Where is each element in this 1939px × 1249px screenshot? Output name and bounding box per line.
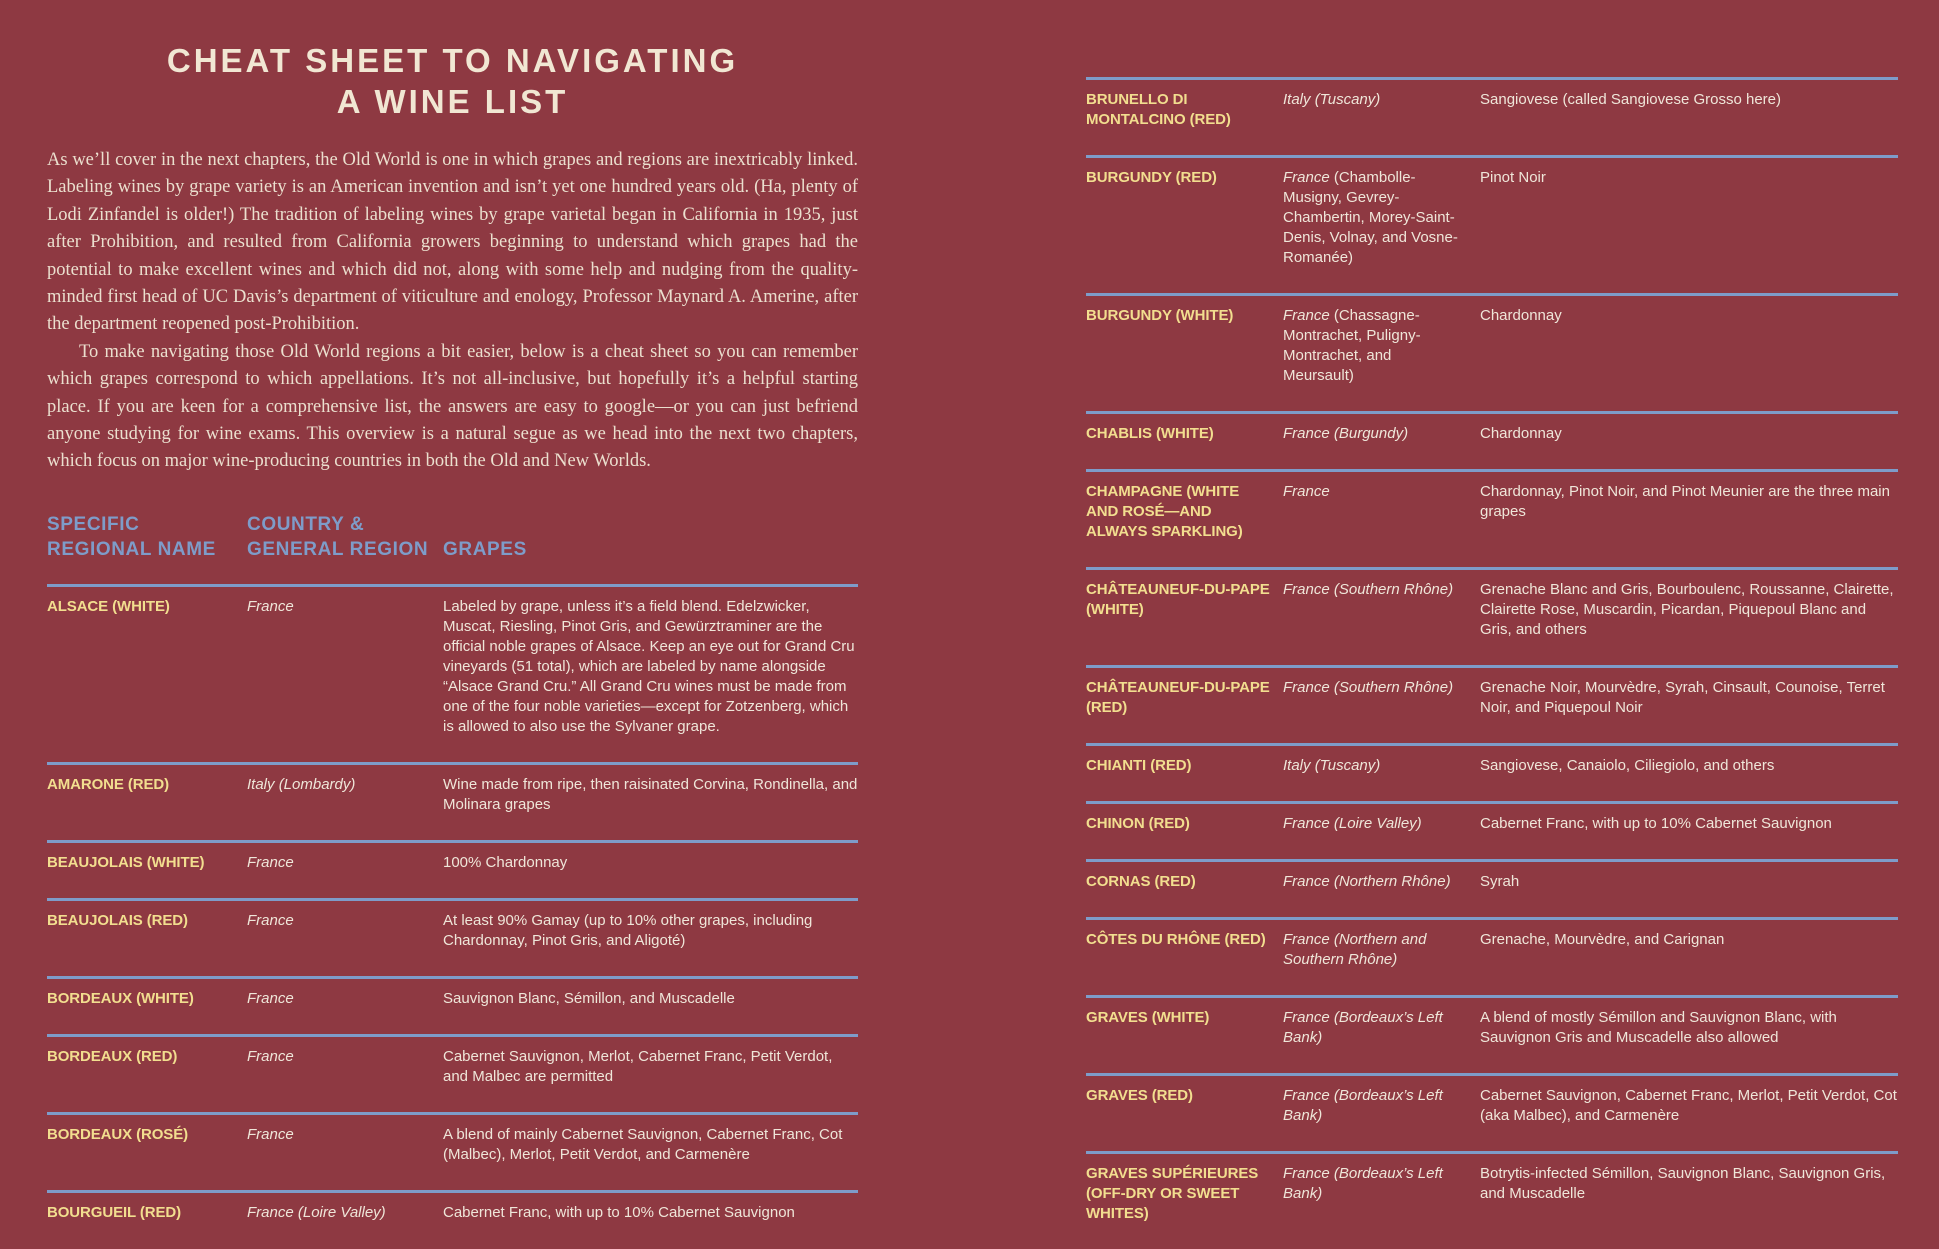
- row-region-country: France: [247, 1203, 294, 1221]
- row-grapes: 100% Chardonnay: [443, 853, 568, 871]
- page-title-line1: CHEAT SHEET TO NAVIGATING: [166, 42, 739, 79]
- row-region-country: Italy: [247, 775, 275, 793]
- row-grapes: Chardonnay: [1480, 425, 1562, 442]
- row-region: [1283, 756, 1480, 776]
- row-grapes: Sangiovese (called Sangiovese Grosso here): [1480, 91, 1782, 108]
- row-wine-name: BORDEAUX (WHITE): [47, 989, 194, 1007]
- row-region-detail: (Loire Valley): [297, 1203, 386, 1221]
- row-region-detail: (Bordeaux’s Left Bank): [1283, 1165, 1443, 1202]
- table-row: [47, 584, 858, 762]
- table-row: [1086, 743, 1898, 801]
- row-region-country: France: [1283, 425, 1330, 442]
- table-row: [1086, 859, 1898, 917]
- table-row: [1086, 77, 1898, 155]
- row-region: [247, 911, 443, 951]
- row-region: [247, 597, 443, 737]
- page-title-line2: A WINE LIST: [336, 83, 569, 120]
- row-grapes: Wine made from ripe, then raisinated Corvina, Rondinella, and Molinara grapes: [443, 775, 858, 813]
- row-region-country: France: [1283, 679, 1330, 696]
- row-grapes: A blend of mostly Sémillon and Sauvignon Blanc, with Sauvignon Gris and Muscadelle also allowed: [1480, 1009, 1837, 1046]
- header-country-general-region: COUNTRY & GENERAL REGION: [247, 513, 429, 560]
- table-row: [1086, 469, 1898, 567]
- row-wine-name: CHÂTEAUNEUF-DU-PAPE (RED): [1086, 679, 1270, 716]
- row-region-country: Italy: [1283, 757, 1311, 774]
- row-region-country: France: [1283, 307, 1330, 324]
- row-grapes: Grenache Noir, Mourvèdre, Syrah, Cinsault, Counoise, Terret Noir, and Piquepoul Noir: [1480, 679, 1885, 716]
- left-page: [47, 40, 858, 1248]
- row-region-country: France: [247, 989, 294, 1007]
- row-region: [247, 1047, 443, 1087]
- row-grapes: Botrytis-infected Sémillon, Sauvignon Blanc, Sauvignon Gris, and Muscadelle: [1480, 1165, 1886, 1202]
- right-page: [1086, 55, 1898, 1249]
- row-region-detail: (Bordeaux’s Left Bank): [1283, 1087, 1443, 1124]
- row-wine-name: ALSACE (WHITE): [47, 597, 170, 615]
- table-row: [47, 840, 858, 898]
- row-grapes: Grenache, Mourvèdre, and Carignan: [1480, 931, 1725, 948]
- table-row: [1086, 1073, 1898, 1151]
- row-region-detail: (Tuscany): [1314, 757, 1381, 774]
- row-wine-name: CORNAS (RED): [1086, 873, 1196, 890]
- row-wine-name: AMARONE (RED): [47, 775, 170, 793]
- row-region-detail: (Northern and Southern Rhône): [1283, 931, 1427, 968]
- row-wine-name: CÔTES DU RHÔNE (RED): [1086, 931, 1266, 948]
- row-region-country: France: [1283, 873, 1330, 890]
- row-region-country: France: [1283, 815, 1330, 832]
- header-grapes: GRAPES: [443, 538, 527, 560]
- page-title: [47, 40, 858, 122]
- row-wine-name: GRAVES (RED): [1086, 1087, 1193, 1104]
- row-region-country: France: [1283, 169, 1330, 186]
- row-grapes: Sauvignon Blanc, Sémillon, and Muscadelle: [443, 989, 735, 1007]
- row-region: [1283, 1008, 1480, 1048]
- header-specific-regional-name: SPECIFIC REGIONAL NAME: [47, 513, 216, 560]
- row-region: [1283, 678, 1480, 718]
- row-wine-name: CHAMPAGNE (WHITE AND ROSÉ—AND ALWAYS SPARKLING): [1086, 483, 1243, 540]
- row-grapes: Syrah: [1480, 873, 1520, 890]
- row-wine-name: BORDEAUX (ROSÉ): [47, 1125, 189, 1143]
- row-region-detail: (Burgundy): [1333, 425, 1409, 442]
- row-wine-name: GRAVES (WHITE): [1086, 1009, 1210, 1026]
- row-wine-name: BEAUJOLAIS (RED): [47, 911, 188, 929]
- row-region-country: France: [1283, 581, 1330, 598]
- row-wine-name: CHÂTEAUNEUF-DU-PAPE (WHITE): [1086, 581, 1270, 618]
- row-grapes: Cabernet Franc, with up to 10% Cabernet Sauvignon: [1480, 815, 1832, 832]
- row-grapes: Labeled by grape, unless it’s a field blend. Edelzwicker, Muscat, Riesling, Pinot Gris, and Gewürztraminer are the official noble grapes of Alsace. Keep an eye out for Grand Cru vineyards (51 total), which are labeled by name alongside “Alsace Grand Cru.” All Grand Cru wines must be made from one of the four noble varieties—except for Zotzenberg, which is allowed to also use the Sylvaner grape.: [443, 597, 855, 735]
- row-region-detail: (Loire Valley): [1333, 815, 1422, 832]
- table-row: [1086, 665, 1898, 743]
- row-region: [247, 1203, 443, 1223]
- row-region: [247, 853, 443, 873]
- row-region-detail: (Chambolle-Musigny, Gevrey-Chambertin, Morey-Saint-Denis, Volnay, and Vosne-Romanée): [1283, 169, 1458, 266]
- row-region-detail: (Chassagne-Montrachet, Puligny-Montrachet, and Meursault): [1283, 307, 1421, 384]
- row-wine-name: CHABLIS (WHITE): [1086, 425, 1214, 442]
- row-region: [1283, 1164, 1480, 1224]
- row-region-detail: (Northern Rhône): [1333, 873, 1451, 890]
- table-row: [1086, 917, 1898, 995]
- table-column-headers: [47, 512, 858, 562]
- row-region-country: France: [247, 853, 294, 871]
- table-row: [1086, 293, 1898, 411]
- row-grapes: Sangiovese, Canaiolo, Ciliegiolo, and others: [1480, 757, 1775, 774]
- row-region: [247, 775, 443, 815]
- row-grapes: At least 90% Gamay (up to 10% other grapes, including Chardonnay, Pinot Gris, and Aligoté): [443, 911, 813, 949]
- row-wine-name: BURGUNDY (RED): [1086, 169, 1217, 186]
- row-region-country: France: [1283, 1087, 1330, 1104]
- table-row: [1086, 567, 1898, 665]
- table-row: [1086, 155, 1898, 293]
- table-row: [47, 976, 858, 1034]
- table-row: [1086, 411, 1898, 469]
- row-wine-name: BURGUNDY (WHITE): [1086, 307, 1234, 324]
- table-row: [47, 898, 858, 976]
- row-region-country: France: [247, 911, 294, 929]
- row-region: [247, 989, 443, 1009]
- row-region-detail: (Bordeaux’s Left Bank): [1283, 1009, 1443, 1046]
- row-region-country: France: [247, 597, 294, 615]
- row-region-country: France: [1283, 931, 1330, 948]
- table-row: [1086, 801, 1898, 859]
- row-region: [1283, 1086, 1480, 1126]
- row-grapes: Pinot Noir: [1480, 169, 1546, 186]
- row-grapes: Cabernet Sauvignon, Merlot, Cabernet Franc, Petit Verdot, and Malbec are permitted: [443, 1047, 833, 1085]
- row-region: [247, 1125, 443, 1165]
- row-region: [1283, 424, 1480, 444]
- table-row: [47, 1190, 858, 1248]
- row-region-detail: (Lombardy): [278, 775, 356, 793]
- row-grapes: Chardonnay, Pinot Noir, and Pinot Meunier are the three main grapes: [1480, 483, 1890, 520]
- row-region: [1283, 482, 1480, 542]
- row-grapes: Chardonnay: [1480, 307, 1562, 324]
- intro-paragraph-1: As we’ll cover in the next chapters, the Old World is one in which grapes and regions are inextricably linked. Labeling wines by grape variety is an American invention and isn’t yet one hundred years old. (Ha, plenty of Lodi Zinfandel is older!) The tradition of labeling wines by grape varietal began in California in 1935, just after Prohibition, and resulted from California growers beginning to understand which grapes had the potential to make excellent wines and which did not, along with some help and nudging from the quality-minded first head of UC Davis’s department of viticulture and enology, Professor Maynard A. Amerine, after the department reopened post-Prohibition.: [47, 150, 858, 335]
- row-wine-name: BEAUJOLAIS (WHITE): [47, 853, 205, 871]
- row-region-country: France: [1283, 483, 1330, 500]
- wine-table-right: [1086, 77, 1898, 1249]
- row-region: [1283, 306, 1480, 386]
- row-wine-name: BOURGUEIL (RED): [47, 1203, 182, 1221]
- table-row: [47, 1034, 858, 1112]
- row-region-country: France: [247, 1125, 294, 1143]
- row-region-country: Italy: [1283, 91, 1311, 108]
- row-region-country: France: [1283, 1009, 1330, 1026]
- row-region: [1283, 814, 1480, 834]
- row-region-country: France: [1283, 1165, 1330, 1182]
- row-region: [1283, 930, 1480, 970]
- row-region: [1283, 872, 1480, 892]
- row-region: [1283, 580, 1480, 640]
- table-row: [1086, 995, 1898, 1073]
- intro-text: [47, 147, 858, 476]
- row-grapes: Cabernet Sauvignon, Cabernet Franc, Merlot, Petit Verdot, Cot (aka Malbec), and Carmenère: [1480, 1087, 1897, 1124]
- table-row: [47, 1112, 858, 1190]
- row-grapes: A blend of mainly Cabernet Sauvignon, Cabernet Franc, Cot (Malbec), Merlot, Petit Verdot, and Carmenère: [443, 1125, 843, 1163]
- row-region-detail: (Southern Rhône): [1333, 679, 1454, 696]
- table-row: [1086, 1151, 1898, 1249]
- row-region: [1283, 90, 1480, 130]
- intro-paragraph-2: To make navigating those Old World regions a bit easier, below is a cheat sheet so you can remember which grapes correspond to which appellations. It’s not all-inclusive, but hopefully it’s a helpful starting place. If you are keen for a comprehensive list, the answers are easy to google—or you can just befriend anyone studying for wine exams. This overview is a natural segue as we head into the next two chapters, which focus on major wine-producing countries in both the Old and New Worlds.: [47, 341, 858, 472]
- wine-table-left: [47, 584, 858, 1248]
- row-wine-name: CHIANTI (RED): [1086, 757, 1192, 774]
- row-region-country: France: [247, 1047, 294, 1065]
- row-region: [1283, 168, 1480, 268]
- row-grapes: Grenache Blanc and Gris, Bourboulenc, Roussanne, Clairette, Clairette Rose, Muscardin, Picardan, Piquepoul Blanc and Gris, and others: [1480, 581, 1894, 638]
- row-wine-name: GRAVES SUPÉRIEURES (OFF-DRY OR SWEET WHITES): [1086, 1165, 1259, 1222]
- row-region-detail: (Tuscany): [1314, 91, 1381, 108]
- row-wine-name: BORDEAUX (RED): [47, 1047, 178, 1065]
- row-wine-name: BRUNELLO DI MONTALCINO (RED): [1086, 91, 1231, 128]
- row-region-detail: (Southern Rhône): [1333, 581, 1454, 598]
- table-row: [47, 762, 858, 840]
- row-grapes: Cabernet Franc, with up to 10% Cabernet Sauvignon: [443, 1203, 795, 1221]
- row-wine-name: CHINON (RED): [1086, 815, 1190, 832]
